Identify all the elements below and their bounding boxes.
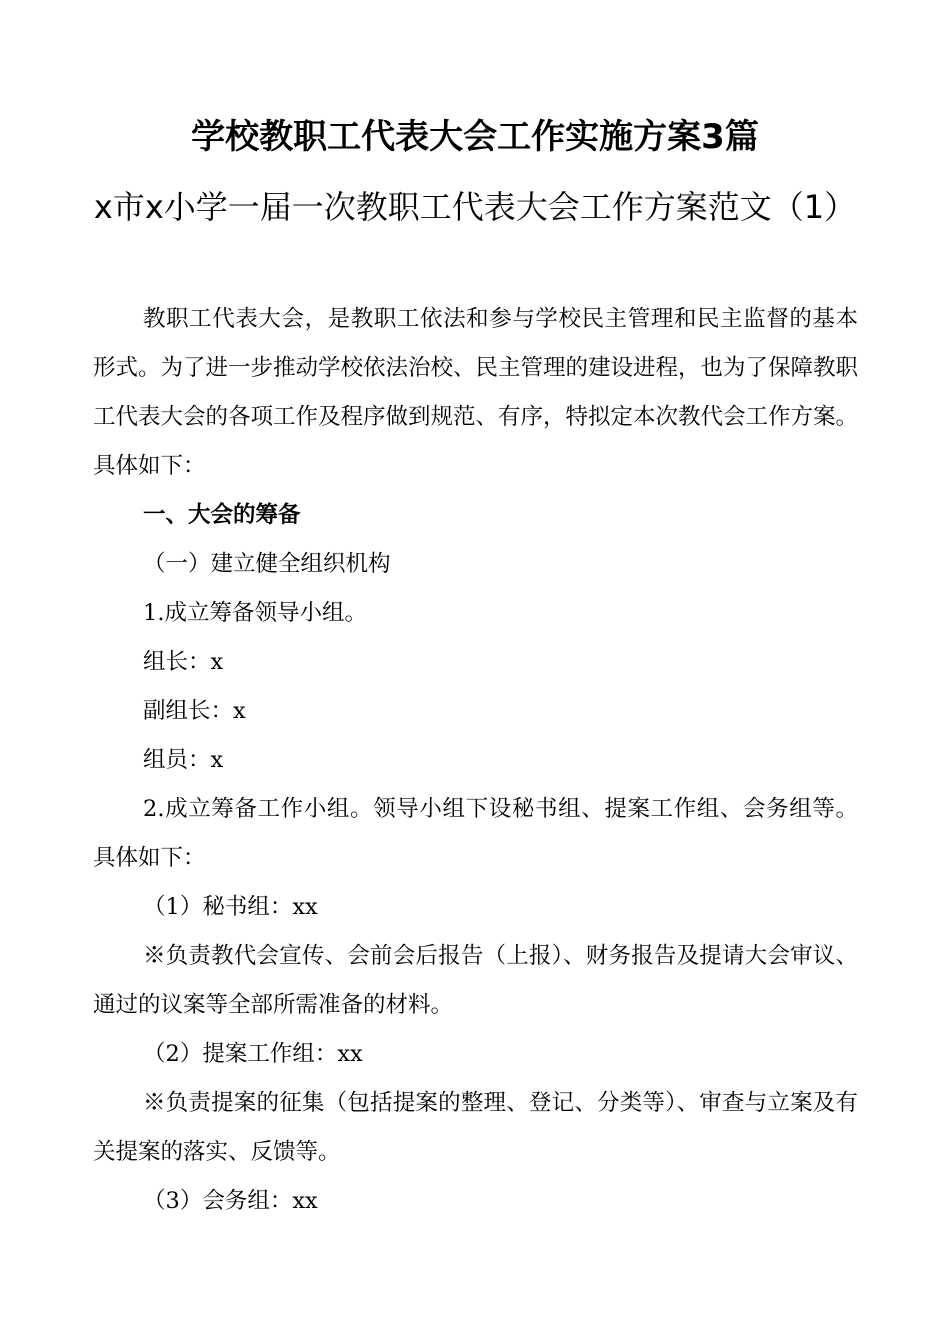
list-item: 组员：x <box>143 747 224 773</box>
list-item: 组长：x <box>143 649 224 675</box>
body-paragraph: ※负责教代会宣传、会前会后报告（上报）、财务报告及提请大会审议、通过的议案等全部所需准备的材料。 <box>93 943 858 1018</box>
subsection-heading: （一）建立健全组织机构 <box>143 551 391 577</box>
body-paragraph: ※负责提案的征集（包括提案的整理、登记、分类等）、审查与立案及有关提案的落实、反馈等。 <box>93 1090 858 1165</box>
document-subtitle: x市x小学一届一次教职工代表大会工作方案范文（1） <box>93 188 857 226</box>
document-title: 学校教职工代表大会工作实施方案3篇 <box>191 117 759 157</box>
body-paragraph: 2.成立筹备工作小组。领导小组下设秘书组、提案工作组、会务组等。具体如下： <box>93 796 858 871</box>
list-item: （3）会务组：xx <box>143 1188 318 1214</box>
document-body <box>93 295 858 1226</box>
intro-paragraph: 教职工代表大会，是教职工依法和参与学校民主管理和民主监督的基本形式。为了进一步推动学校依法治校、民主管理的建设进程，也为了保障教职工代表大会的各项工作及程序做到规范、有序，特拟定本次教代会工作方案。具体如下： <box>93 306 859 479</box>
list-item: 副组长：x <box>143 698 246 724</box>
section-heading: 一、大会的筹备 <box>143 502 301 528</box>
list-item: 1.成立筹备领导小组。 <box>143 600 367 626</box>
list-item: （2）提案工作组：xx <box>143 1041 363 1067</box>
list-item: （1）秘书组：xx <box>143 894 318 920</box>
